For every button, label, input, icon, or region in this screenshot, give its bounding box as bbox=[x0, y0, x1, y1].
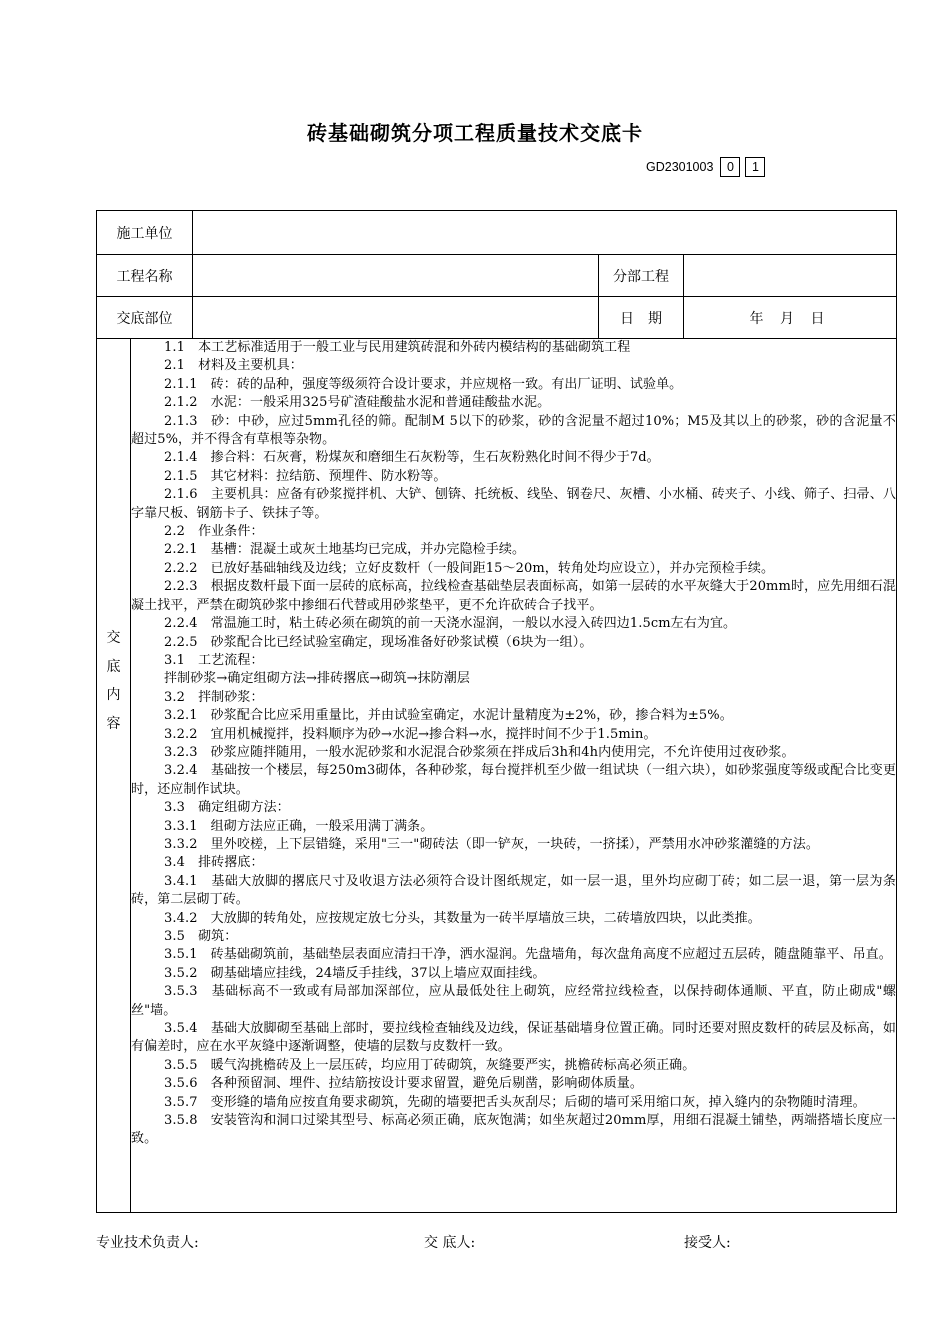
content-paragraph: 3.5.1 砖基础砌筑前，基础垫层表面应清扫干净，洒水湿润。先盘墙角，每次盘角高度不应超过五层砖，随盘随靠平、吊直。 bbox=[164, 947, 892, 963]
content-paragraph: 3.3 确定组砌方法： bbox=[164, 800, 290, 816]
side-char: 容 bbox=[106, 715, 121, 732]
unit-label: 施工单位 bbox=[97, 211, 193, 255]
discloser-signature: 交 底人: bbox=[424, 1235, 476, 1251]
content-side-label bbox=[97, 339, 131, 1213]
content-paragraph: 2.1.4 掺合料：石灰膏，粉煤灰和磨细生石灰粉等，生石灰粉熟化时间不得少于7d。 bbox=[164, 450, 660, 466]
content-paragraph: 3.5.5 暖气沟挑檐砖及上一层压砖，均应用丁砖砌筑，灰缝要严实，挑檐砖标高必须正确。 bbox=[164, 1057, 696, 1073]
side-char: 内 bbox=[106, 687, 121, 703]
content-paragraph: 2.2.5 砂浆配合比已经试验室确定，现场准备好砂浆试模（6块为一组）。 bbox=[164, 634, 593, 650]
page-title: 砖基础砌筑分项工程质量技术交底卡 bbox=[307, 121, 643, 145]
content-paragraph: 3.1 工艺流程： bbox=[164, 652, 264, 668]
doc-code-group bbox=[646, 157, 765, 177]
doc-code: GD2301003 bbox=[646, 160, 714, 174]
location-value[interactable] bbox=[193, 297, 599, 339]
content-paragraph: 2.1.1 砖：砖的品种，强度等级须符合设计要求，并应规格一致。有出厂证明、试验单。 bbox=[164, 376, 683, 392]
content-paragraph: 3.5.2 砌基础墙应挂线，24墙反手挂线，37以上墙应双面挂线。 bbox=[164, 965, 546, 981]
content-paragraph: 3.5.7 变形缝的墙角应按直角要求砌筑，先砌的墙要把舌头灰刮尽；后砌的墙可采用缩口灰，掉入缝内的杂物随时清理。 bbox=[164, 1094, 866, 1110]
content-paragraph: 2.1.6 主要机具：应备有砂浆搅拌机、大铲、刨锛、托统板、线坠、钢卷尺、灰槽、小水桶、砖夹子、小线、筛子、扫帚、八字靠尺板、钢筋卡子、铁抹子等。 bbox=[131, 487, 897, 521]
tech-lead-signature: 专业技术负责人: bbox=[96, 1235, 199, 1251]
doc-box-1: 0 bbox=[720, 157, 740, 177]
content-paragraph: 3.2.2 宜用机械搅拌，投料顺序为砂→水泥→掺合料→水，搅拌时间不少于1.5min。 bbox=[164, 726, 657, 742]
content-paragraph: 3.5 砌筑： bbox=[164, 929, 238, 944]
content-paragraph: 拌制砂浆→确定组砌方法→排砖撂底→砌筑→抹防潮层 bbox=[164, 671, 470, 687]
disclosure-content bbox=[131, 339, 897, 1213]
date-value[interactable]: 年 月 日 bbox=[684, 297, 897, 339]
disclosure-form bbox=[96, 210, 897, 1213]
location-label: 交底部位 bbox=[97, 297, 193, 339]
content-paragraph: 1.1 本工艺标准适用于一般工业与民用建筑砖混和外砖内模结构的基础砌筑工程 bbox=[164, 340, 631, 355]
date-label: 日 期 bbox=[599, 297, 684, 339]
sub-project-value[interactable] bbox=[684, 255, 897, 297]
content-paragraph: 2.1 材料及主要机具： bbox=[164, 358, 303, 374]
content-paragraph: 2.1.2 水泥：一般采用325号矿渣硅酸盐水泥和普通硅酸盐水泥。 bbox=[164, 395, 551, 411]
receiver-signature: 接受人: bbox=[684, 1235, 731, 1251]
content-paragraph: 3.2.3 砂浆应随拌随用，一般水泥砂浆和水泥混合砂浆须在拌成后3h和4h内使用完，不允许使用过夜砂浆。 bbox=[164, 744, 795, 760]
content-paragraph: 2.1.5 其它材料：拉结筋、预埋件、防水粉等。 bbox=[164, 468, 447, 484]
content-paragraph: 3.3.2 里外咬槎，上下层错缝，采用"三一"砌砖法（即一铲灰，一块砖，一挤揉），严禁用水冲砂浆灌缝的方法。 bbox=[164, 836, 819, 852]
content-paragraph: 3.3.1 组砌方法应正确，一般采用满丁满条。 bbox=[164, 818, 434, 834]
content-paragraph: 2.2.2 已放好基础轴线及边线；立好皮数杆（一般间距15～20m，转角处均应设立），并办完预检手续。 bbox=[164, 560, 775, 576]
content-paragraph: 3.5.4 基础大放脚砌至基础上部时，要拉线检查轴线及边线，保证基础墙身位置正确。同时还要对照皮数杆的砖层及标高，如有偏差时，应在水平灰缝中逐渐调整，使墙的层数与皮数杆一致。 bbox=[131, 1021, 897, 1055]
content-paragraph: 2.1.3 砂：中砂，应过5mm孔径的筛。配制M 5以下的砂浆，砂的含泥量不超过10%；M5及其以上的砂浆，砂的含泥量不超过5%，并不得含有草根等杂物。 bbox=[131, 413, 897, 448]
project-name-value[interactable] bbox=[193, 255, 599, 297]
sub-project-label: 分部工程 bbox=[599, 255, 684, 297]
content-paragraph: 3.4 排砖撂底： bbox=[164, 855, 264, 871]
side-char: 交 bbox=[106, 630, 121, 646]
content-paragraph: 3.5.6 各种预留洞、埋件、拉结筋按设计要求留置，避免后剔凿，影响砌体质量。 bbox=[164, 1076, 643, 1092]
content-paragraph: 2.2 作业条件： bbox=[164, 524, 264, 540]
content-paragraph: 2.2.3 根据皮数杆最下面一层砖的底标高，拉线检查基础垫层表面标高，如第一层砖的水平灰缝大于20mm时，应先用细石混凝土找平，严禁在砌筑砂浆中掺细石代替或用砂浆垫平，更不允许砍砖合子找平。 bbox=[131, 579, 897, 613]
project-name-label: 工程名称 bbox=[97, 255, 193, 297]
content-paragraph: 3.5.8 安装管沟和洞口过梁其型号、标高必须正确，底灰饱满；如坐灰超过20mm厚，用细石混凝土铺垫，两端搭墙长度应一致。 bbox=[131, 1113, 897, 1147]
content-paragraph: 3.2 拌制砂浆： bbox=[164, 689, 264, 705]
content-paragraph: 3.4.2 大放脚的转角处，应按规定放七分头，其数量为一砖半厚墙放三块，二砖墙放四块，以此类推。 bbox=[164, 910, 761, 926]
content-paragraph: 3.5.3 基础标高不一致或有局部加深部位，应从最低处往上砌筑，应经常拉线检查，以保持砌体通顺、平直，防止砌成"螺丝"墙。 bbox=[131, 984, 897, 1018]
doc-box-2: 1 bbox=[745, 157, 765, 177]
content-paragraph: 3.4.1 基础大放脚的撂底尺寸及收退方法必须符合设计图纸规定，如一层一退，里外均应砌丁砖；如二层一退，第一层为条砖，第二层砌丁砖。 bbox=[131, 873, 897, 908]
side-char: 底 bbox=[106, 658, 121, 675]
content-paragraph: 3.2.1 砂浆配合比应采用重量比，并由试验室确定，水泥计量精度为±2%，砂，掺合料为±5%。 bbox=[164, 708, 733, 724]
content-paragraph: 2.2.1 基槽：混凝土或灰土地基均已完成，并办完隐检手续。 bbox=[164, 542, 526, 558]
content-paragraph: 3.2.4 基础按一个楼层，每250m3砌体，各种砂浆，每台搅拌机至少做一组试块（一组六块），如砂浆强度等级或配合比变更时，还应制作试块。 bbox=[131, 763, 897, 797]
unit-value[interactable] bbox=[193, 211, 897, 255]
content-paragraph: 2.2.4 常温施工时，粘土砖必须在砌筑的前一天浇水湿润，一般以水浸入砖四边1.5cm左右为宜。 bbox=[164, 616, 737, 632]
